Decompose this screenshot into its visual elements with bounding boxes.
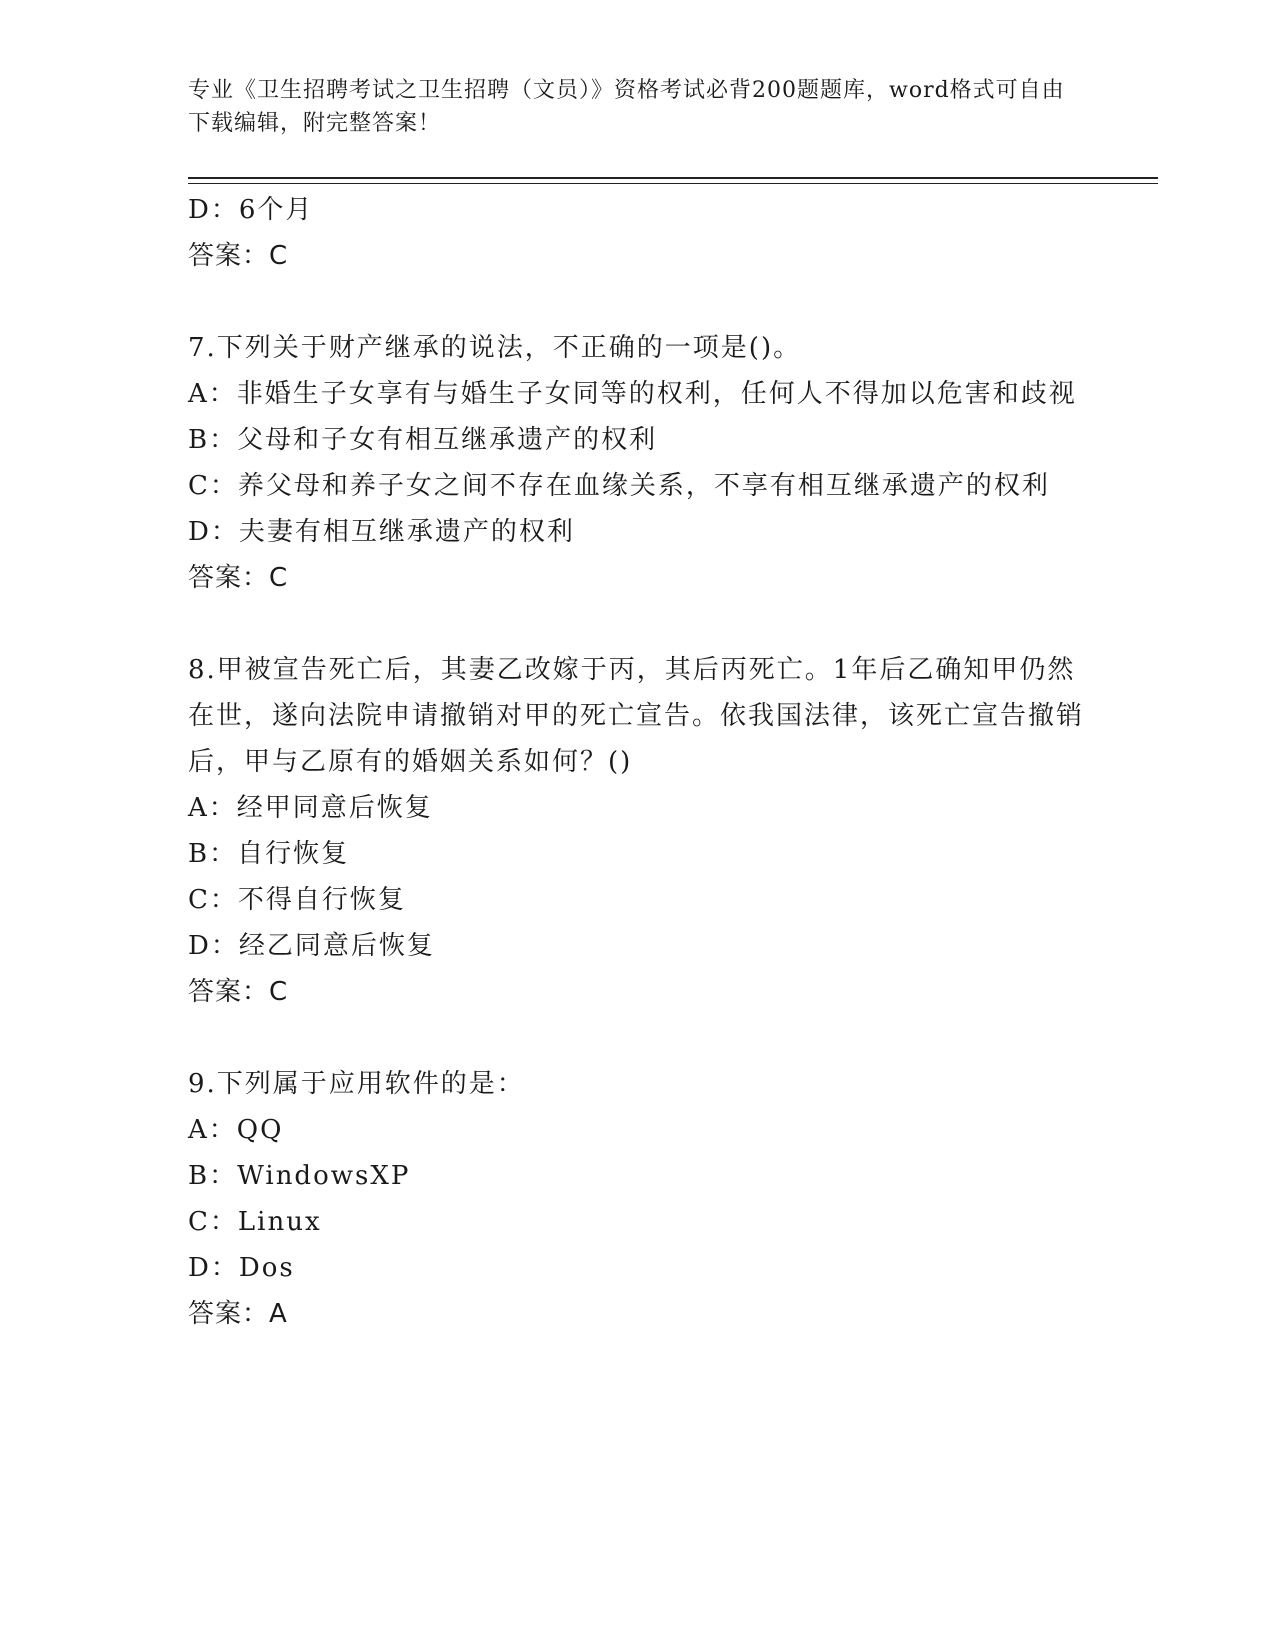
- answer: 答案：C: [188, 977, 289, 1007]
- option-d: D：Dos: [188, 1253, 295, 1283]
- prev-option-d: D：6个月: [188, 195, 314, 225]
- option-d: D：夫妻有相互继承遗产的权利: [188, 517, 575, 547]
- header-title: 专业《卫生招聘考试之卫生招聘（文员）》资格考试必背200题题库，word格式可自由下载编辑，附完整答案！: [188, 78, 1065, 136]
- option-b: B：自行恢复: [188, 839, 350, 869]
- answer: 答案：A: [188, 1299, 288, 1329]
- question-8: [188, 647, 1088, 1015]
- document-header: [188, 74, 1068, 140]
- answer: 答案：C: [188, 563, 289, 593]
- option-c: C：养父母和养子女之间不存在血缘关系，不享有相互继承遗产的权利: [188, 471, 1050, 501]
- header-divider-thick: [188, 177, 1158, 179]
- spacer: [188, 279, 1088, 325]
- option-c: C：不得自行恢复: [188, 885, 406, 915]
- spacer: [188, 1015, 1088, 1061]
- option-c: C：Linux: [188, 1207, 322, 1237]
- option-a: A：QQ: [188, 1115, 284, 1145]
- question-content: [188, 187, 1088, 1337]
- option-b: B：父母和子女有相互继承遗产的权利: [188, 425, 658, 455]
- option-a: A：非婚生子女享有与婚生子女同等的权利，任何人不得加以危害和歧视: [188, 379, 1077, 409]
- spacer: [188, 601, 1088, 647]
- option-a: A：经甲同意后恢复: [188, 793, 433, 823]
- question-stem: 7.下列关于财产继承的说法，不正确的一项是()。: [188, 333, 802, 363]
- question-stem: 8.甲被宣告死亡后，其妻乙改嫁于丙，其后丙死亡。1年后乙确知甲仍然在世，遂向法院申请撤销对甲的死亡宣告。依我国法律，该死亡宣告撤销后，甲与乙原有的婚姻关系如何？(): [188, 655, 1085, 777]
- question-7: [188, 325, 1088, 601]
- prev-answer: 答案：C: [188, 241, 289, 271]
- option-d: D：经乙同意后恢复: [188, 931, 435, 961]
- option-b: B：WindowsXP: [188, 1161, 411, 1191]
- question-stem: 9.下列属于应用软件的是：: [188, 1069, 525, 1099]
- question-9: [188, 1061, 1088, 1337]
- header-divider-thin: [188, 183, 1158, 184]
